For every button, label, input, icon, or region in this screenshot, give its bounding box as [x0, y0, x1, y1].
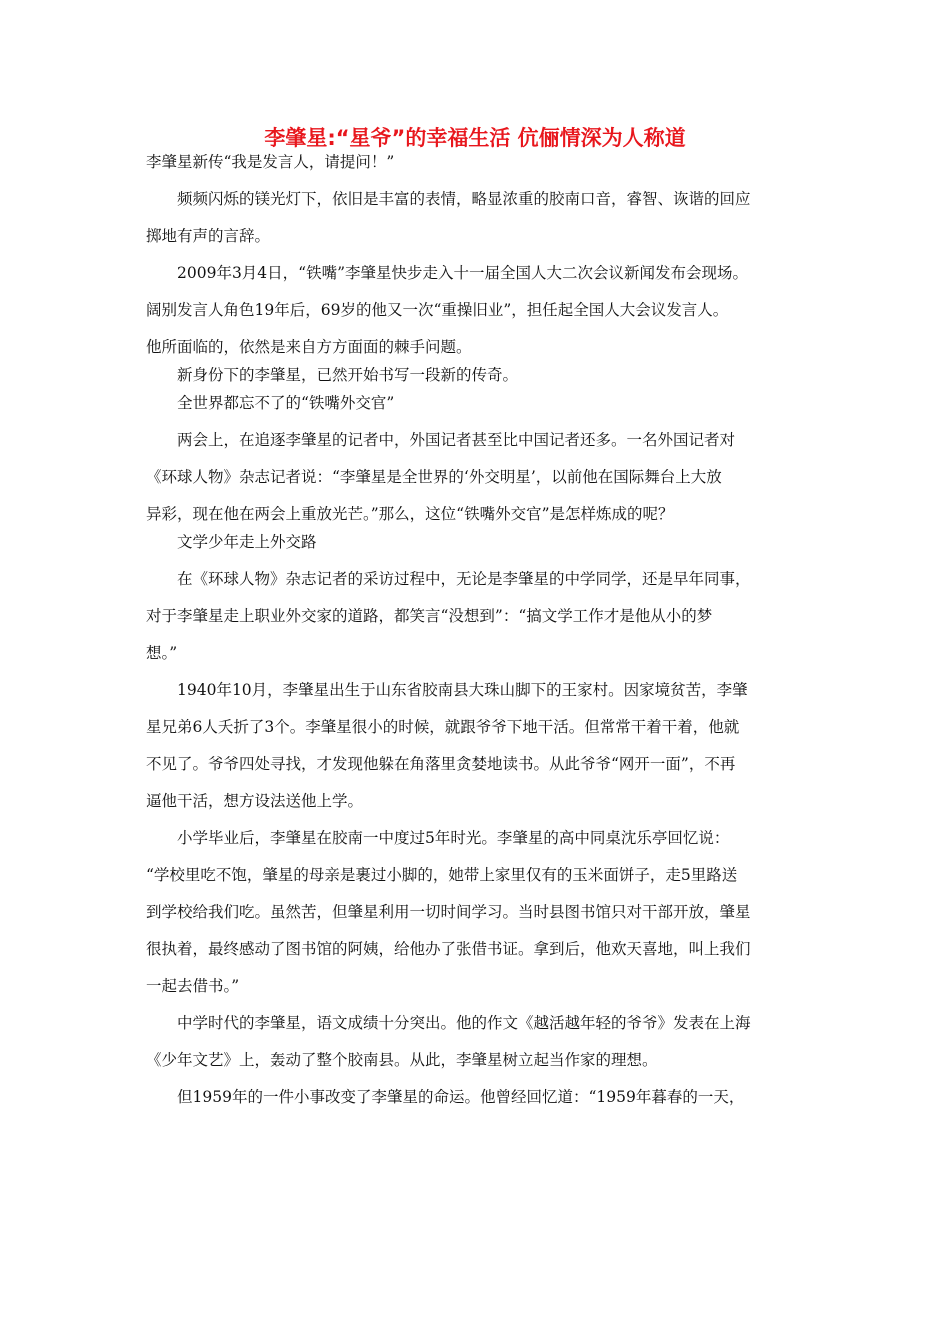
paragraph-line: 阔别发言人角色19年后，69岁的他又一次“重操旧业”，担任起全国人大会议发言人。 — [146, 301, 729, 319]
paragraph-line: 新身份下的李肇星，已然开始书写一段新的传奇。 — [177, 366, 519, 384]
document-body — [146, 148, 820, 1111]
paragraph-line: 到学校给我们吃。虽然苦，但肇星利用一切时间学习。当时县图书馆只对干部开放，肇星 — [146, 903, 751, 921]
paragraph-line: 中学时代的李肇星，语文成绩十分突出。他的作文《越活越年轻的爷爷》发表在上海 — [177, 1014, 751, 1032]
paragraph-line: 逼他干活，想方设法送他上学。 — [146, 792, 364, 810]
paragraph-line: 掷地有声的言辞。 — [146, 227, 271, 245]
paragraph-line: 《少年文艺》上，轰动了整个胶南县。从此，李肇星树立起当作家的理想。 — [146, 1051, 658, 1069]
paragraph-line: 2009年3月4日，“铁嘴”李肇星快步走入十一届全国人大二次会议新闻发布会现场。 — [177, 264, 749, 282]
paragraph-line: 小学毕业后，李肇星在胶南一中度过5年时光。李肇星的高中同桌沈乐亭回忆说： — [177, 829, 730, 847]
document-title: 李肇星:“星爷”的幸福生活 伉俪情深为人称道 — [264, 126, 686, 150]
paragraph-line: 很执着，最终感动了图书馆的阿姨，给他办了张借书证。拿到后，他欢天喜地，叫上我们 — [146, 940, 751, 958]
section-heading: 文学少年走上外交路 — [177, 533, 317, 551]
section-heading: 全世界都忘不了的“铁嘴外交官” — [177, 394, 395, 412]
paragraph-line: 对于李肇星走上职业外交家的道路，都笑言“没想到”：“搞文学工作才是他从小的梦 — [146, 607, 713, 625]
paragraph-line: 不见了。爷爷四处寻找，才发现他躲在角落里贪婪地读书。从此爷爷“网开一面”，不再 — [146, 755, 736, 773]
paragraph-line: “学校里吃不饱，肇星的母亲是裹过小脚的，她带上家里仅有的玉米面饼子，走5里路送 — [146, 866, 738, 884]
paragraph-line: 异彩，现在他在两会上重放光芒。”那么，这位“铁嘴外交官”是怎样炼成的呢？ — [146, 505, 674, 523]
paragraph-line: 频频闪烁的镁光灯下，依旧是丰富的表情，略显浓重的胶南口音，睿智、诙谐的回应 — [177, 190, 751, 208]
paragraph-line: 在《环球人物》杂志记者的采访过程中，无论是李肇星的中学同学，还是早年同事， — [177, 570, 751, 588]
paragraph-line: 星兄弟6人夭折了3个。李肇星很小的时候，就跟爷爷下地干活。但常常干着干着，他就 — [146, 718, 740, 736]
paragraph-line: 但1959年的一件小事改变了李肇星的命运。他曾经回忆道：“1959年暮春的一天， — [177, 1088, 745, 1106]
paragraph-line: 两会上，在追逐李肇星的记者中，外国记者甚至比中国记者还多。一名外国记者对 — [177, 431, 736, 449]
paragraph-line: 《环球人物》杂志记者说：“李肇星是全世界的‘外交明星’，以前他在国际舞台上大放 — [146, 468, 722, 486]
paragraph-line: 李肇星新传“我是发言人，请提问！” — [146, 153, 395, 171]
paragraph-line: 他所面临的，依然是来自方方面面的棘手问题。 — [146, 338, 472, 356]
paragraph-line: 1940年10月，李肇星出生于山东省胶南县大珠山脚下的王家村。因家境贫苦，李肇 — [177, 681, 748, 699]
paragraph-line: 想。” — [146, 644, 178, 662]
paragraph-line: 一起去借书。” — [146, 977, 240, 995]
